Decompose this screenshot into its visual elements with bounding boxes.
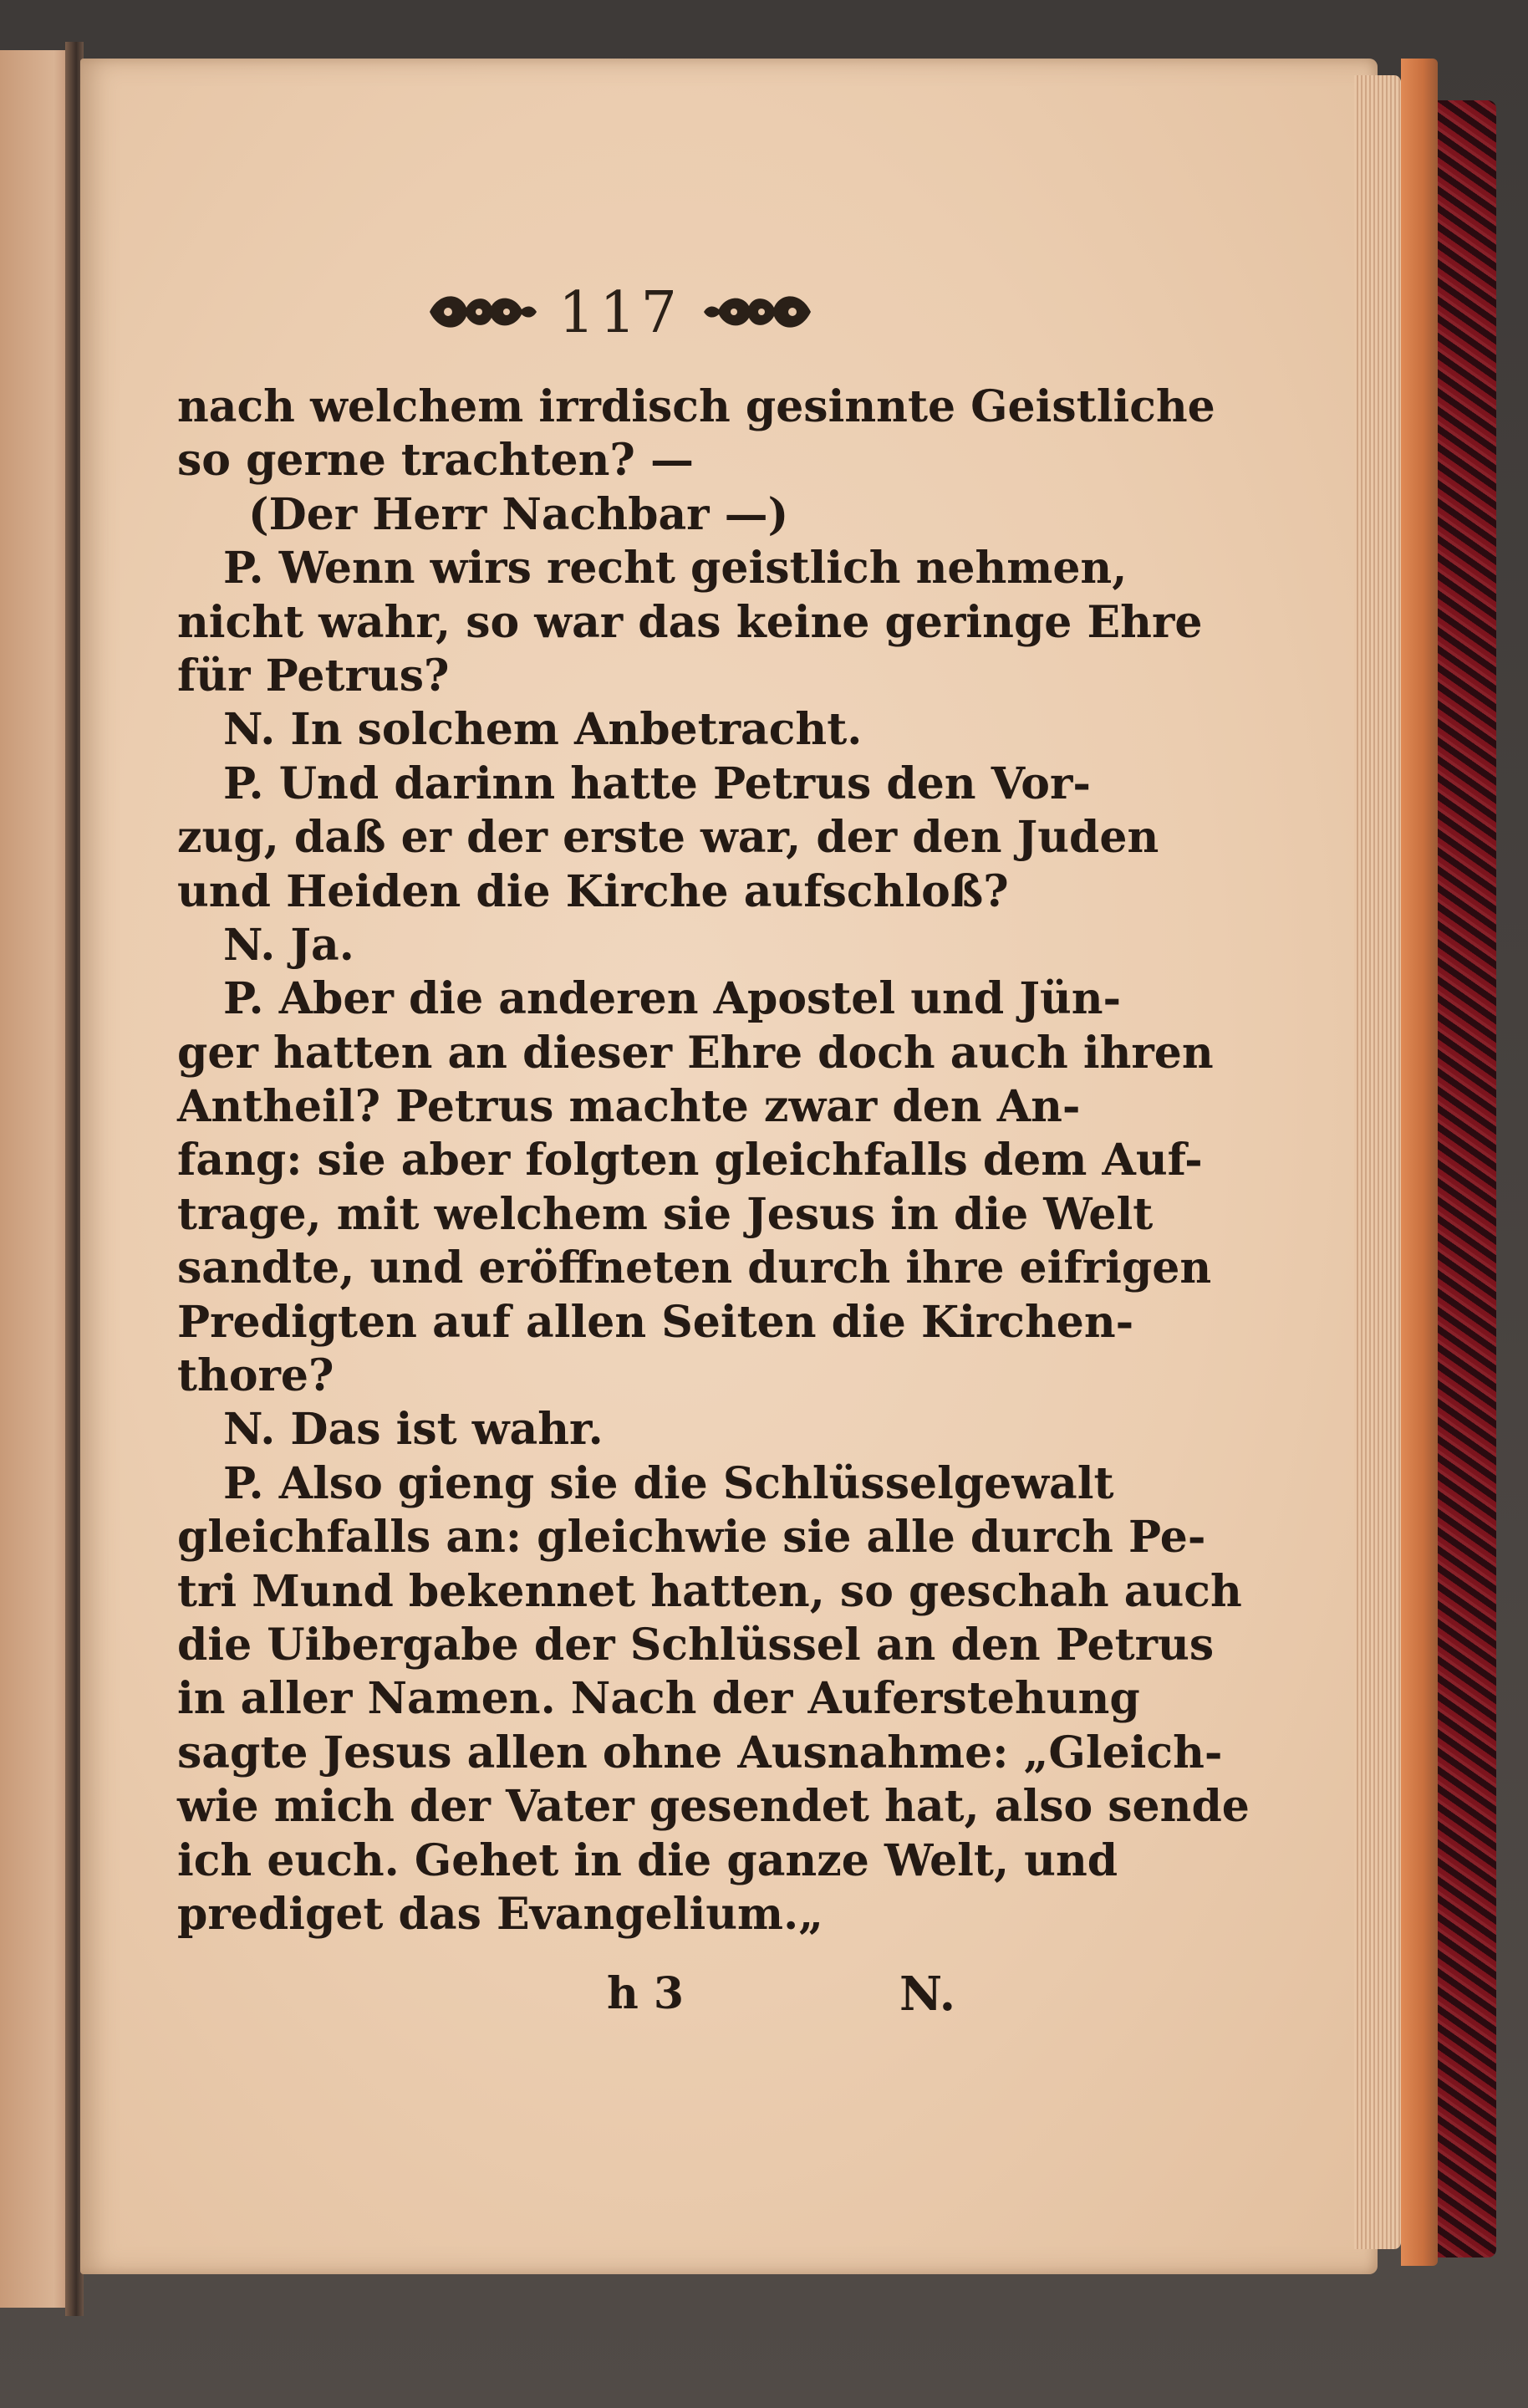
text-line: P. Also gieng sie die Schlüsselgewalt bbox=[223, 1457, 1114, 1509]
text-line: nicht wahr, so war das keine geringe Ehre bbox=[177, 596, 1203, 648]
text-line: die Uibergabe der Schlüssel an den Petrus bbox=[177, 1619, 1215, 1671]
text-line: tri Mund bekennet hatten, so geschah auch bbox=[177, 1565, 1242, 1617]
text-line: so gerne trachten? — bbox=[177, 435, 694, 487]
text-line: zug, daß er der erste war, der den Juden bbox=[177, 812, 1159, 864]
page-number: 117 bbox=[558, 280, 682, 346]
signature-mark: h 3 bbox=[607, 1968, 685, 2019]
text-line: N. Das ist wahr. bbox=[223, 1404, 604, 1456]
text-line: P. Aber die anderen Apostel und Jün- bbox=[223, 973, 1122, 1025]
text-line: (Der Herr Nachbar —) bbox=[248, 488, 789, 540]
body-text bbox=[177, 380, 1250, 1941]
text-line: Antheil? Petrus machte zwar den An- bbox=[177, 1081, 1081, 1133]
text-line: Predigten auf allen Seiten die Kirchen- bbox=[177, 1296, 1134, 1348]
text-line: und Heiden die Kirche aufschloß? bbox=[177, 865, 1009, 917]
text-line: fang: sie aber folgten gleichfalls dem Auf- bbox=[177, 1135, 1203, 1186]
text-line: trage, mit welchem sie Jesus in die Welt bbox=[177, 1188, 1154, 1240]
fleuron-ornament-icon bbox=[423, 283, 540, 341]
text-line: P. Und darinn hatte Petrus den Vor- bbox=[223, 758, 1091, 809]
text-line: in aller Namen. Nach der Auferstehung bbox=[177, 1673, 1140, 1725]
catchword: N. bbox=[899, 1967, 956, 2022]
text-line: P. Wenn wirs recht geistlich nehmen, bbox=[223, 543, 1128, 594]
cover-edge bbox=[1401, 59, 1438, 2266]
text-line: sagte Jesus allen ohne Ausnahme: „Gleich- bbox=[177, 1727, 1223, 1778]
page-header bbox=[80, 268, 1378, 360]
text-line: sandte, und eröffneten durch ihre eifrigen bbox=[177, 1242, 1212, 1294]
text-line: thore? bbox=[177, 1350, 334, 1402]
text-line: ich euch. Gehet in die ganze Welt, und bbox=[177, 1834, 1118, 1886]
text-line: N. In solchem Anbetracht. bbox=[223, 704, 863, 756]
page-stack-edges bbox=[1354, 75, 1401, 2249]
text-line: N. Ja. bbox=[223, 919, 354, 971]
fleuron-ornament-icon bbox=[700, 283, 817, 341]
text-line: nach welchem irrdisch gesinnte Geistliche bbox=[177, 381, 1215, 432]
text-line: für Petrus? bbox=[177, 650, 450, 701]
text-line: prediget das Evangelium.„ bbox=[177, 1888, 824, 1940]
page-footer bbox=[80, 1961, 1378, 2028]
text-line: ger hatten an dieser Ehre doch auch ihren bbox=[177, 1027, 1214, 1079]
marbled-cover-edge bbox=[1438, 100, 1496, 2258]
text-line: gleichfalls an: gleichwie sie alle durch Pe- bbox=[177, 1512, 1206, 1564]
text-line: wie mich der Vater gesendet hat, also sende bbox=[177, 1781, 1250, 1833]
